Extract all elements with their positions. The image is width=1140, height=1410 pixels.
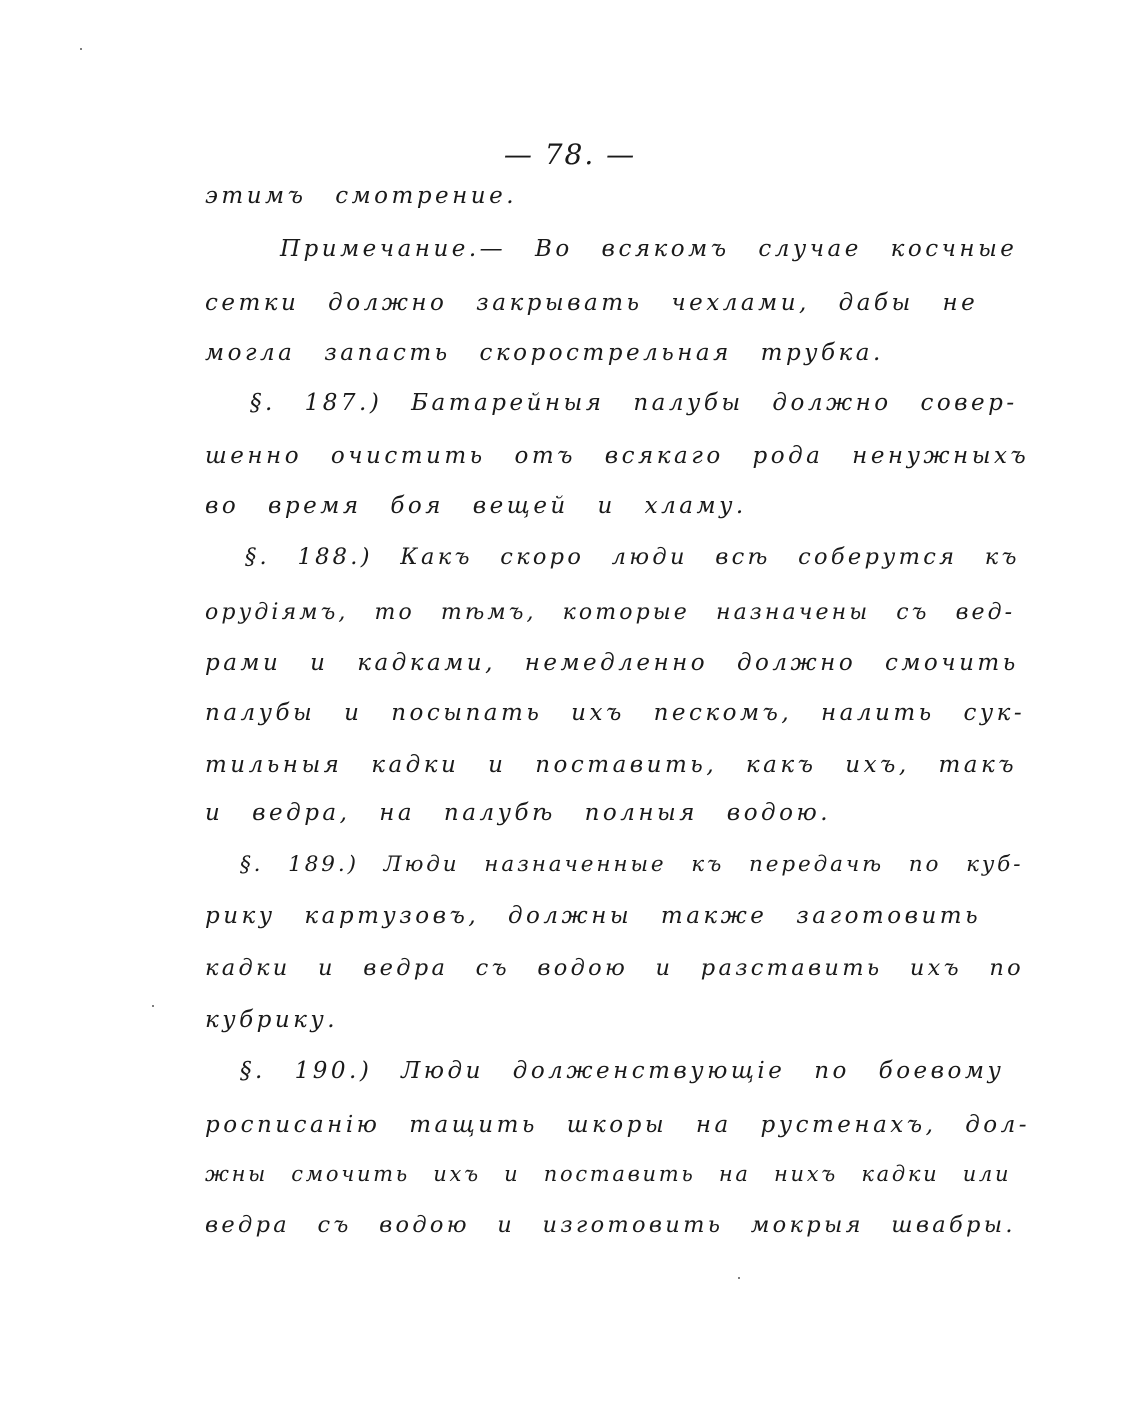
line-text: §. 190.) Люди долженствующiе по боевому: [240, 1058, 1005, 1084]
line-text: рику картузовъ, должны также заготовить: [205, 903, 982, 929]
text-line: [0, 903, 1140, 953]
line-text: §. 187.) Батарейныя палубы должно совер-: [250, 390, 1018, 416]
line-text: орудiямъ, то тѣмъ, которые назначены съ вед-: [205, 600, 1016, 625]
line-text: и ведра, на палубѣ полныя водою.: [205, 800, 832, 826]
line-text: росписанiю тащить шкоры на рустенахъ, дол-: [205, 1112, 1031, 1138]
line-text: во время боя вещей и хламу.: [205, 493, 747, 519]
text-line: [0, 1058, 1140, 1108]
text-line: [0, 544, 1140, 594]
line-text: §. 188.) Какъ скоро люди всѣ соберутся къ: [245, 544, 1020, 570]
line-text: ведра съ водою и изготовить мокрыя швабры.: [205, 1212, 1016, 1238]
paper-speck: [738, 1277, 740, 1279]
text-line: [0, 340, 1140, 390]
paper-speck: [152, 1005, 154, 1007]
line-text: тильныя кадки и поставить, какъ ихъ, такъ: [205, 752, 1018, 778]
text-line: [0, 443, 1140, 493]
line-text: Примечание.— Во всякомъ случае косчные: [280, 236, 1018, 262]
text-line: [0, 852, 1140, 902]
text-line: [0, 1212, 1140, 1262]
text-line: [0, 236, 1140, 286]
text-line: [0, 1112, 1140, 1162]
text-line: [0, 1162, 1140, 1212]
line-text: §. 189.) Люди назначенные къ передачѣ по куб-: [240, 852, 1024, 877]
line-text: этимъ смотрение.: [205, 183, 518, 209]
line-text: кадки и ведра съ водою и разставить ихъ по: [205, 955, 1025, 981]
line-text: рами и кадками, немедленно должно смочить: [205, 650, 1019, 676]
line-text: кубрику.: [205, 1007, 339, 1033]
text-line: [0, 700, 1140, 750]
text-line: [0, 290, 1140, 340]
paper-speck: [80, 48, 82, 50]
text-line: [0, 800, 1140, 850]
line-text: палубы и посыпать ихъ пескомъ, налить сук-: [205, 700, 1026, 726]
line-text: сетки должно закрывать чехлами, дабы не: [205, 290, 979, 316]
line-text: могла запасть скорострельная трубка.: [205, 340, 884, 366]
page-number: — 78. —: [503, 138, 637, 171]
text-line: [0, 650, 1140, 700]
text-line: [0, 493, 1140, 543]
text-line: [0, 752, 1140, 802]
text-line: [0, 390, 1140, 440]
text-line: [0, 1007, 1140, 1057]
text-line: [0, 183, 1140, 233]
line-text: шенно очистить отъ всякаго рода ненужныхъ: [205, 443, 1030, 469]
text-line: [0, 955, 1140, 1005]
text-line: [0, 600, 1140, 650]
line-text: жны смочить ихъ и поставить на нихъ кадки или: [205, 1162, 1012, 1186]
